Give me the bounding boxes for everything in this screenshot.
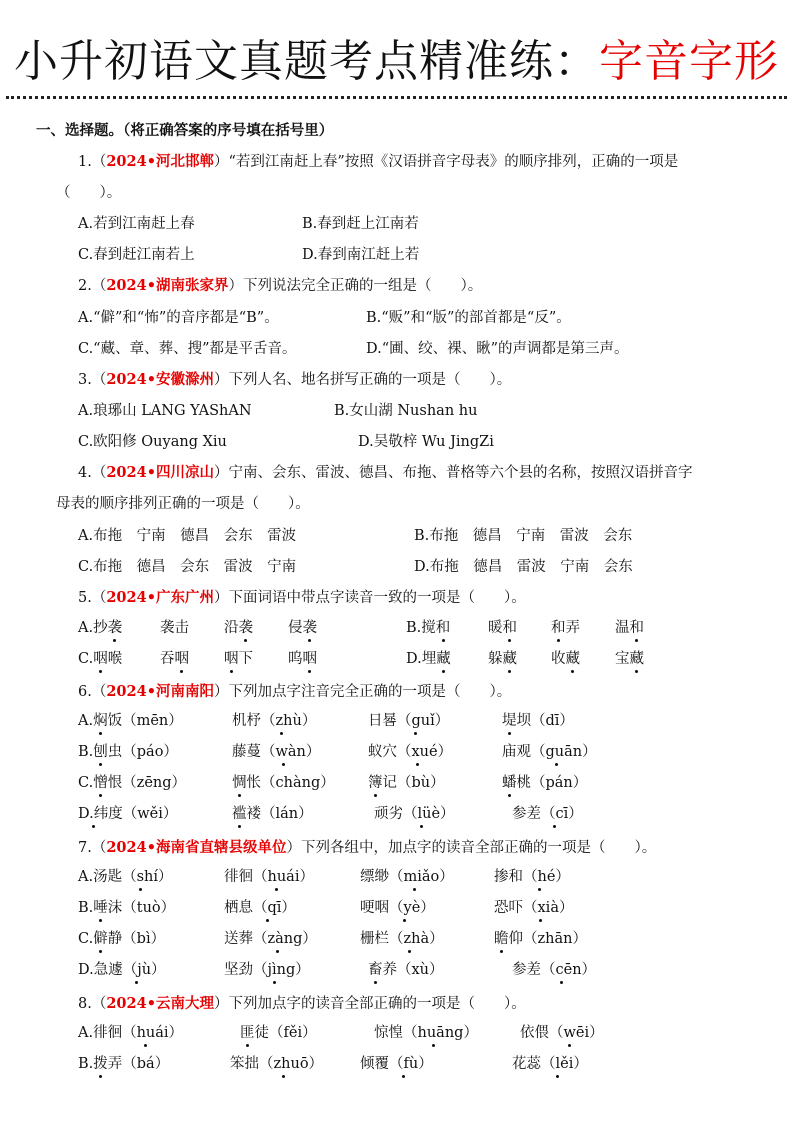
option-d[interactable]: D.吴敬梓 Wu JingZi [358, 434, 494, 450]
title-highlight: 字音字形 [599, 36, 779, 87]
option-a[interactable]: A.“僻”和“怖”的音序都是“B”。 [78, 310, 279, 326]
question-source: 2024•河北邯郸 [106, 153, 214, 170]
option-a[interactable]: A.布拖 宁南 德昌 会东 雷波 [78, 528, 297, 544]
option-b[interactable]: B.“贩”和“版”的部首都是“反”。 [366, 310, 571, 326]
answer-blank: （ ）。 [56, 185, 122, 201]
page-title: 小升初语文真题考点精准练：字音字形 [14, 36, 779, 87]
option-a[interactable]: A.若到江南赶上春 [78, 216, 195, 232]
section-heading: 一、选择题。（将正确答案的序号填在括号里） [36, 122, 334, 139]
question-source: 2024•海南省直辖县级单位 [106, 839, 287, 856]
question-4: 4.（2024•四川凉山）宁南、会东、雷波、德昌、布拖、普格等六个县的名称，按照汉语拼音字 [78, 464, 693, 481]
question-source: 2024•四川凉山 [106, 464, 214, 481]
option-c[interactable]: C.欧阳修 Ouyang Xiu [78, 434, 227, 450]
dotted-divider [6, 96, 787, 99]
question-5: 5.（2024•广东广州）下面词语中带点字读音一致的一项是（ ）。 [78, 589, 526, 606]
question-source: 2024•安徽滁州 [106, 371, 214, 388]
option-d[interactable]: D.“圃、绞、裸、瞅”的声调都是第三声。 [366, 341, 629, 357]
option-b[interactable]: B.布拖 德昌 宁南 雷波 会东 [414, 528, 633, 544]
question-source: 2024•河南南阳 [106, 683, 214, 700]
question-4-continued: 母表的顺序排列正确的一项是（ ）。 [56, 496, 310, 512]
question-source: 2024•湖南张家界 [106, 277, 229, 294]
question-source: 2024•云南大理 [106, 995, 214, 1012]
question-7: 7.（2024•海南省直辖县级单位）下列各组中，加点字的读音全部正确的一项是（ ）。 [78, 839, 657, 856]
question-2: 2.（2024•湖南张家界）下列说法完全正确的一组是（ ）。 [78, 277, 483, 294]
question-source: 2024•广东广州 [106, 589, 214, 606]
option-c[interactable]: C.春到赶江南若上 [78, 247, 195, 263]
option-b[interactable]: B.春到赶上江南若 [302, 216, 419, 232]
question-1: 1.（2024•河北邯郸）“若到江南赶上春”按照《汉语拼音字母表》的顺序排列，正确的一项是 [78, 153, 679, 170]
option-b[interactable]: B.女山湖 Nushan hu [334, 403, 478, 419]
question-3: 3.（2024•安徽滁州）下列人名、地名拼写正确的一项是（ ）。 [78, 371, 512, 388]
question-6: 6.（2024•河南南阳）下列加点字注音完全正确的一项是（ ）。 [78, 683, 512, 700]
option-c[interactable]: C.布拖 德昌 会东 雷波 宁南 [78, 559, 297, 575]
option-d[interactable]: D.布拖 德昌 雷波 宁南 会东 [414, 559, 633, 575]
option-d[interactable]: D.春到南江赶上若 [302, 247, 420, 263]
option-a[interactable]: A.琅琊山 LANG YAShAN [78, 403, 252, 419]
question-8: 8.（2024•云南大理）下列加点字的读音全部正确的一项是（ ）。 [78, 995, 526, 1012]
option-c[interactable]: C.“藏、章、葬、搜”都是平舌音。 [78, 341, 297, 357]
